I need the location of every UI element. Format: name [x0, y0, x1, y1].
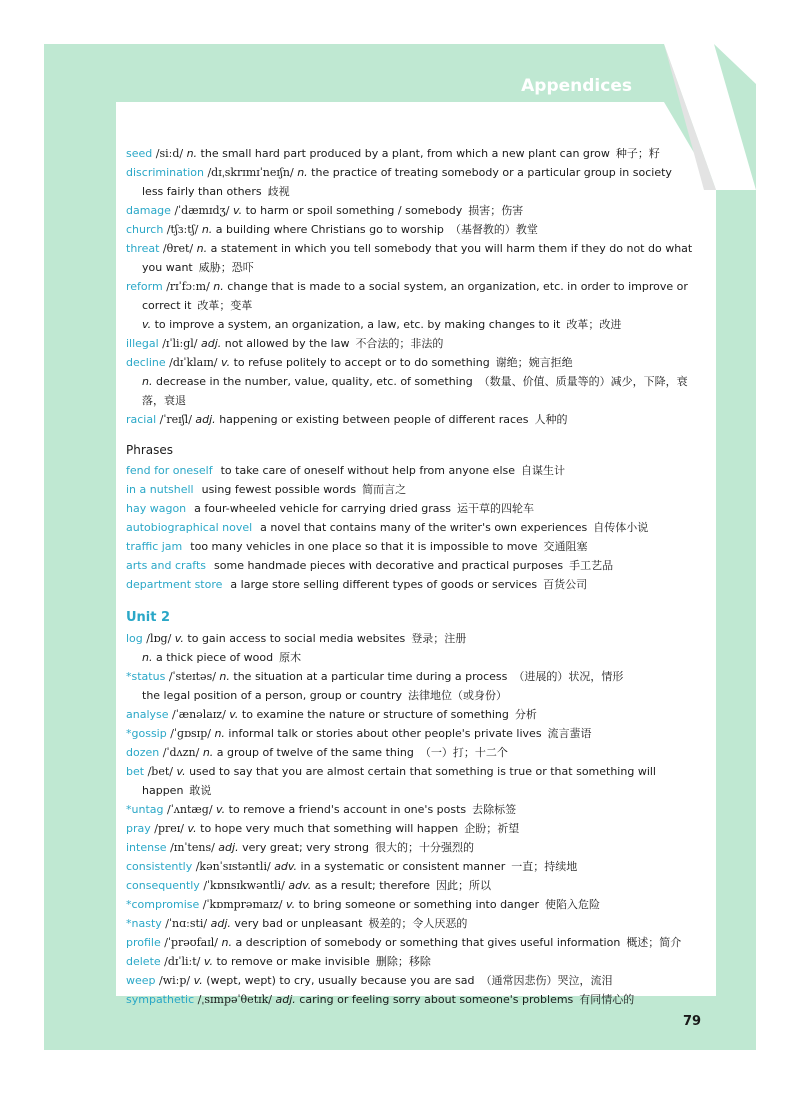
pronunciation: /ˈʌntæg/ [166, 803, 213, 816]
chinese-translation: 去除标签 [472, 803, 517, 816]
glossary-entry-intense [126, 838, 696, 857]
phrase-entry [126, 518, 696, 537]
frame-right-band [716, 190, 756, 1050]
definition: decrease in the number, value, quality, etc. of something [155, 375, 473, 388]
part-of-speech: n. [142, 375, 153, 388]
glossary-entry-untag [126, 800, 696, 819]
glossary-subsense-status [126, 686, 696, 705]
part-of-speech: adj. [210, 917, 231, 930]
glossary-entry-status [126, 667, 696, 686]
pronunciation: /ɪˈliːgl/ [162, 337, 198, 350]
glossary-content [126, 144, 696, 1009]
chinese-translation: 因此；所以 [435, 879, 491, 892]
phrase-term: hay wagon [126, 502, 187, 515]
part-of-speech: v. [176, 765, 186, 778]
part-of-speech: n. [221, 936, 232, 949]
glossary-entry-log [126, 629, 696, 648]
glossary-entry-gossip [126, 724, 696, 743]
definition: change that is made to a social system, an organization, etc. in order to improve or correct it [142, 280, 688, 312]
chinese-translation: 概述；简介 [626, 936, 682, 949]
definition: to refuse politely to accept or to do something [233, 356, 490, 369]
phrase-term: fend for oneself [126, 464, 213, 477]
definition: to examine the nature or structure of something [241, 708, 509, 721]
headword: decline [126, 356, 166, 369]
headword: log [126, 632, 143, 645]
glossary-entry-decline [126, 353, 696, 372]
phrase-definition: a four-wheeled vehicle for carrying dried grass [194, 502, 452, 515]
part-of-speech: adj. [200, 337, 222, 350]
definition: used to say that you are almost certain that something is true or that something will happen [142, 765, 656, 797]
definition: to improve a system, an organization, a law, etc. by making changes to it [154, 318, 561, 331]
phrase-definition: some handmade pieces with decorative and practical purposes [214, 559, 564, 572]
part-of-speech: adj. [275, 993, 296, 1006]
pronunciation: /kənˈsɪstəntli/ [195, 860, 271, 873]
chinese-translation: 人种的 [534, 413, 568, 426]
part-of-speech: v. [221, 356, 231, 369]
definition: to harm or spoil something / somebody [245, 204, 463, 217]
chinese-translation: （通常因悲伤）哭泣，流泪 [480, 974, 613, 987]
chinese-translation: 运干草的四轮车 [457, 502, 535, 515]
definition: to remove a friend's account in one's posts [228, 803, 467, 816]
definition: a thick piece of wood [155, 651, 274, 664]
glossary-entry-discrimination [126, 163, 696, 201]
glossary-subsense-log [126, 648, 696, 667]
phrase-entry [126, 537, 696, 556]
headword: delete [126, 955, 161, 968]
headword: threat [126, 242, 160, 255]
part-of-speech: v. [232, 204, 243, 217]
section-header-title: Appendices [521, 76, 632, 96]
pronunciation: /ˈprəʊfaɪl/ [164, 936, 218, 949]
glossary-entry-illegal [126, 334, 696, 353]
phrase-term: arts and crafts [126, 559, 207, 572]
chinese-translation: 改革；改进 [566, 318, 622, 331]
headword: discrimination [126, 166, 204, 179]
headword: sympathetic [126, 993, 195, 1006]
definition: a description of somebody or something that gives useful information [235, 936, 621, 949]
phrase-entry [126, 556, 696, 575]
chinese-translation: 使陷入危险 [545, 898, 601, 911]
phrase-definition: too many vehicles in one place so that it is impossible to move [190, 540, 538, 553]
glossary-entry-threat [126, 239, 696, 277]
glossary-entry-consistently [126, 857, 696, 876]
chinese-translation: 极差的；令人厌恶的 [368, 917, 468, 930]
phrase-term: traffic jam [126, 540, 183, 553]
phrase-term: department store [126, 578, 223, 591]
headword: weep [126, 974, 156, 987]
phrase-entry [126, 480, 696, 499]
part-of-speech: v. [285, 898, 296, 911]
glossary-entry-dozen [126, 743, 696, 762]
chinese-translation: （基督教的）教堂 [449, 223, 538, 236]
definition: (wept, wept) to cry, usually because you are sad [206, 974, 475, 987]
chinese-translation: 百货公司 [543, 578, 588, 591]
chinese-translation: 登录；注册 [411, 632, 467, 645]
chinese-translation: 谢绝；婉言拒绝 [495, 356, 573, 369]
definition: a building where Christians go to worship [215, 223, 444, 236]
phrase-definition: to take care of oneself without help from anyone else [220, 464, 515, 477]
glossary-entry-bet [126, 762, 696, 800]
chinese-translation: 有同情心的 [579, 993, 635, 1006]
part-of-speech: v. [203, 955, 213, 968]
chinese-translation: 简而言之 [362, 483, 407, 496]
pronunciation: /θret/ [162, 242, 194, 255]
part-of-speech: n. [186, 147, 198, 160]
chinese-translation: 损害；伤害 [468, 204, 524, 217]
part-of-speech: n. [202, 746, 214, 759]
glossary-entry-damage [126, 201, 696, 220]
definition: the legal position of a person, group or country [142, 689, 403, 702]
headword: *compromise [126, 898, 200, 911]
part-of-speech: n. [142, 651, 153, 664]
phrase-term: in a nutshell [126, 483, 194, 496]
pronunciation: /ˈɡɒsɪp/ [170, 727, 211, 740]
glossary-subsense-reform [126, 315, 696, 334]
pronunciation: /dɪˈklaɪn/ [169, 356, 218, 369]
pronunciation: /ˈkɒmprəmaɪz/ [202, 898, 283, 911]
glossary-entry-reform [126, 277, 696, 315]
headword: pray [126, 822, 151, 835]
chinese-translation: （数量、价值、质量等的）减少，下降，衰落，衰退 [142, 375, 688, 407]
page-number: 79 [683, 1014, 702, 1029]
headword: *untag [126, 803, 164, 816]
headword: profile [126, 936, 161, 949]
glossary-entry-profile [126, 933, 696, 952]
part-of-speech: adj. [195, 413, 216, 426]
chinese-translation: 原木 [279, 651, 302, 664]
chinese-translation: 流言蜚语 [547, 727, 592, 740]
headword: consistently [126, 860, 193, 873]
pronunciation: /rɪˈfɔːm/ [166, 280, 210, 293]
chinese-translation: 敢说 [189, 784, 212, 797]
part-of-speech: n. [219, 670, 230, 683]
headword: *status [126, 670, 166, 683]
chinese-translation: 删除；移除 [375, 955, 431, 968]
headword: damage [126, 204, 171, 217]
pronunciation: /ˈsteɪtəs/ [168, 670, 216, 683]
headword: *nasty [126, 917, 162, 930]
headword: bet [126, 765, 145, 778]
phrase-definition: a novel that contains many of the writer's own experiences [260, 521, 588, 534]
headword: analyse [126, 708, 169, 721]
headword: intense [126, 841, 167, 854]
part-of-speech: v. [216, 803, 226, 816]
pronunciation: /lɒg/ [146, 632, 172, 645]
phrases-heading: Phrases [126, 443, 174, 457]
chinese-translation: 企盼；祈望 [464, 822, 520, 835]
chinese-translation: 分析 [514, 708, 537, 721]
definition: to hope very much that something will happen [200, 822, 459, 835]
part-of-speech: adj. [218, 841, 239, 854]
definition: very great; very strong [242, 841, 369, 854]
part-of-speech: v. [193, 974, 203, 987]
pronunciation: /wiːp/ [159, 974, 191, 987]
part-of-speech: n. [213, 280, 224, 293]
glossary-entry-consequently [126, 876, 696, 895]
glossary-entry-racial [126, 410, 696, 429]
definition: happening or existing between people of different races [219, 413, 529, 426]
definition: to gain access to social media websites [187, 632, 406, 645]
chinese-translation: 法律地位（或身份） [408, 689, 508, 702]
glossary-entry-compromise [126, 895, 696, 914]
glossary-entry-analyse [126, 705, 696, 724]
part-of-speech: n. [196, 242, 208, 255]
glossary-entry-sympathetic [126, 990, 696, 1009]
definition: to bring someone or something into danger [298, 898, 540, 911]
definition: caring or feeling sorry about someone's problems [299, 993, 574, 1006]
headword: racial [126, 413, 157, 426]
definition: a group of twelve of the same thing [216, 746, 414, 759]
frame-left-band [44, 44, 116, 1050]
chinese-translation: （进展的）状况，情形 [513, 670, 624, 683]
definition: to remove or make invisible [216, 955, 370, 968]
definition: very bad or unpleasant [234, 917, 363, 930]
phrase-entry [126, 575, 696, 594]
chinese-translation: 种子；籽 [615, 147, 660, 160]
pronunciation: /dɪˌskrɪmɪˈneɪʃn/ [207, 166, 294, 179]
pronunciation: /ˈnɑːsti/ [165, 917, 208, 930]
glossary-entry-nasty [126, 914, 696, 933]
glossary-subsense-decline [126, 372, 696, 410]
pronunciation: /ˈkɒnsɪkwəntli/ [203, 879, 285, 892]
definition: as a result; therefore [314, 879, 430, 892]
glossary-entry-church [126, 220, 696, 239]
glossary-entry-weep [126, 971, 696, 990]
headword: reform [126, 280, 163, 293]
headword: church [126, 223, 164, 236]
definition: informal talk or stories about other people's private lives [228, 727, 542, 740]
phrase-term: autobiographical novel [126, 521, 253, 534]
glossary-entry-pray [126, 819, 696, 838]
phrase-entry [126, 461, 696, 480]
phrase-entry [126, 499, 696, 518]
pronunciation: /ˌsɪmpəˈθetɪk/ [197, 993, 272, 1006]
headword: *gossip [126, 727, 167, 740]
chinese-translation: 威胁；恐吓 [198, 261, 254, 274]
headword: seed [126, 147, 153, 160]
headword: dozen [126, 746, 160, 759]
part-of-speech: n. [214, 727, 225, 740]
part-of-speech: v. [187, 822, 197, 835]
pronunciation: /tʃɜːtʃ/ [166, 223, 199, 236]
part-of-speech: v. [142, 318, 152, 331]
pronunciation: /ˈdʌzn/ [162, 746, 200, 759]
pronunciation: /ˈænəlaɪz/ [172, 708, 226, 721]
pronunciation: /bet/ [147, 765, 173, 778]
part-of-speech: adv. [274, 860, 298, 873]
chinese-translation: 自谋生计 [521, 464, 565, 477]
glossary-entry-seed [126, 144, 696, 163]
definition: not allowed by the law [224, 337, 350, 350]
definition: in a systematic or consistent manner [300, 860, 506, 873]
headword: consequently [126, 879, 200, 892]
pronunciation: /preɪ/ [154, 822, 185, 835]
pronunciation: /ˈdæmɪdʒ/ [174, 204, 230, 217]
pronunciation: /siːd/ [155, 147, 184, 160]
chinese-translation: 手工艺品 [569, 559, 614, 572]
chinese-translation: 一直；持续地 [511, 860, 578, 873]
chinese-translation: （一）打；十二个 [419, 746, 508, 759]
definition: the situation at a particular time during a process [233, 670, 508, 683]
chinese-translation: 自传体小说 [593, 521, 649, 534]
headword: illegal [126, 337, 159, 350]
chinese-translation: 不合法的；非法的 [355, 337, 444, 350]
pronunciation: /ˈreɪʃl/ [159, 413, 192, 426]
pronunciation: /dɪˈliːt/ [164, 955, 201, 968]
unit-2-heading: Unit 2 [126, 610, 171, 625]
part-of-speech: v. [229, 708, 239, 721]
part-of-speech: n. [297, 166, 308, 179]
part-of-speech: adv. [288, 879, 312, 892]
chinese-translation: 歧视 [267, 185, 290, 198]
chinese-translation: 很大的；十分强烈的 [375, 841, 474, 854]
part-of-speech: v. [174, 632, 184, 645]
pronunciation: /ɪnˈtens/ [170, 841, 215, 854]
chinese-translation: 改革；变革 [197, 299, 253, 312]
phrase-definition: a large store selling different types of goods or services [230, 578, 538, 591]
glossary-entry-delete [126, 952, 696, 971]
phrase-definition: using fewest possible words [201, 483, 357, 496]
part-of-speech: n. [201, 223, 213, 236]
chinese-translation: 交通阻塞 [543, 540, 588, 553]
definition: the practice of treating somebody or a particular group in society less fairly than others [142, 166, 672, 198]
definition: the small hard part produced by a plant, from which a new plant can grow [200, 147, 610, 160]
definition: a statement in which you tell somebody that you will harm them if they do not do what you want [142, 242, 693, 274]
